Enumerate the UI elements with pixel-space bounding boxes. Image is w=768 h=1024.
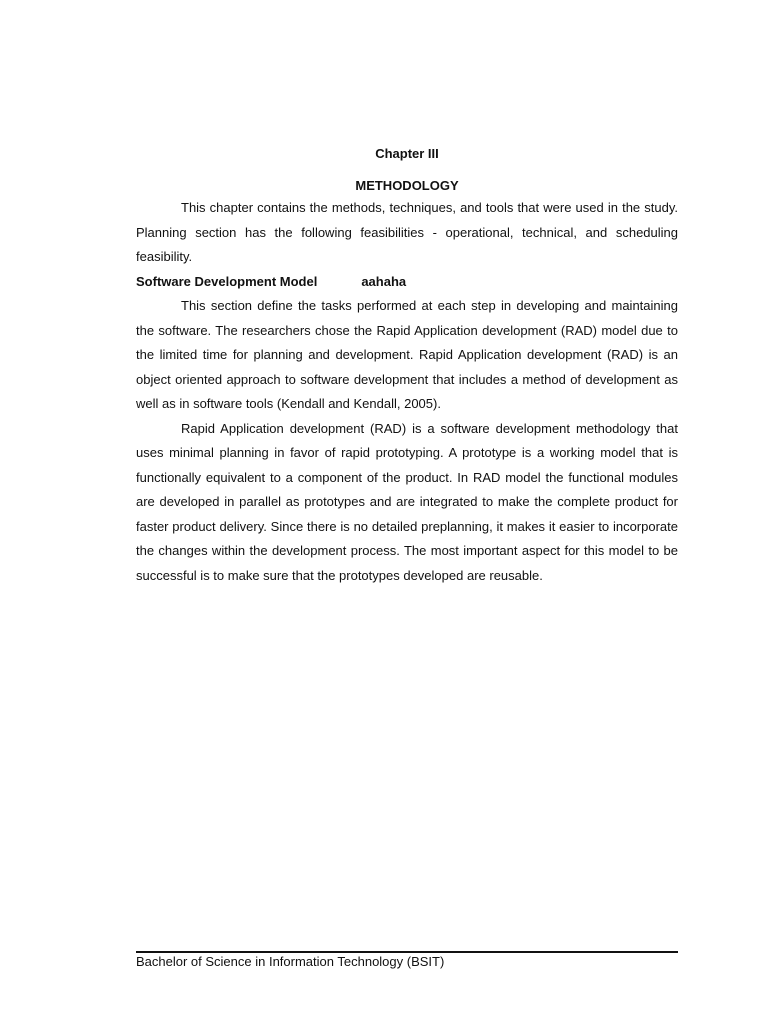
intro-paragraph: This chapter contains the methods, techniques, and tools that were used in the study. Planning section has the following feasibilities - operational, technical, and scheduling feasibility. (136, 200, 678, 264)
section-heading-text: Software Development Model (136, 273, 318, 289)
page-content (136, 146, 678, 588)
chapter-label: Chapter III (375, 146, 439, 161)
section-heading (136, 270, 678, 295)
section-paragraph-2: Rapid Application development (RAD) is a software development methodology that uses minimal planning in favor of rapid prototyping. A prototype is a working model that is functionally equivalent to a component of the product. In RAD model the functional modules are developed in parallel as prototypes and are integrated to make the complete product for faster product delivery. Since there is no detailed preplanning, it makes it easier to incorporate the changes within the development process. The most important aspect for this model to be successful is to make sure that the prototypes developed are reusable. (136, 420, 678, 583)
section-heading-extra: aahaha (361, 273, 407, 289)
section-paragraph-1: This section define the tasks performed at each step in developing and maintaining the software. The researchers chose the Rapid Application development (RAD) model due to the limited time for planning and development. Rapid Application development (RAD) is an object oriented approach to software development that includes a method of development as well as in software tools (Kendall and Kendall, 2005). (136, 298, 678, 411)
chapter-title: METHODOLOGY (355, 178, 459, 193)
footer-text: Bachelor of Science in Information Technology (BSIT) (136, 954, 445, 969)
